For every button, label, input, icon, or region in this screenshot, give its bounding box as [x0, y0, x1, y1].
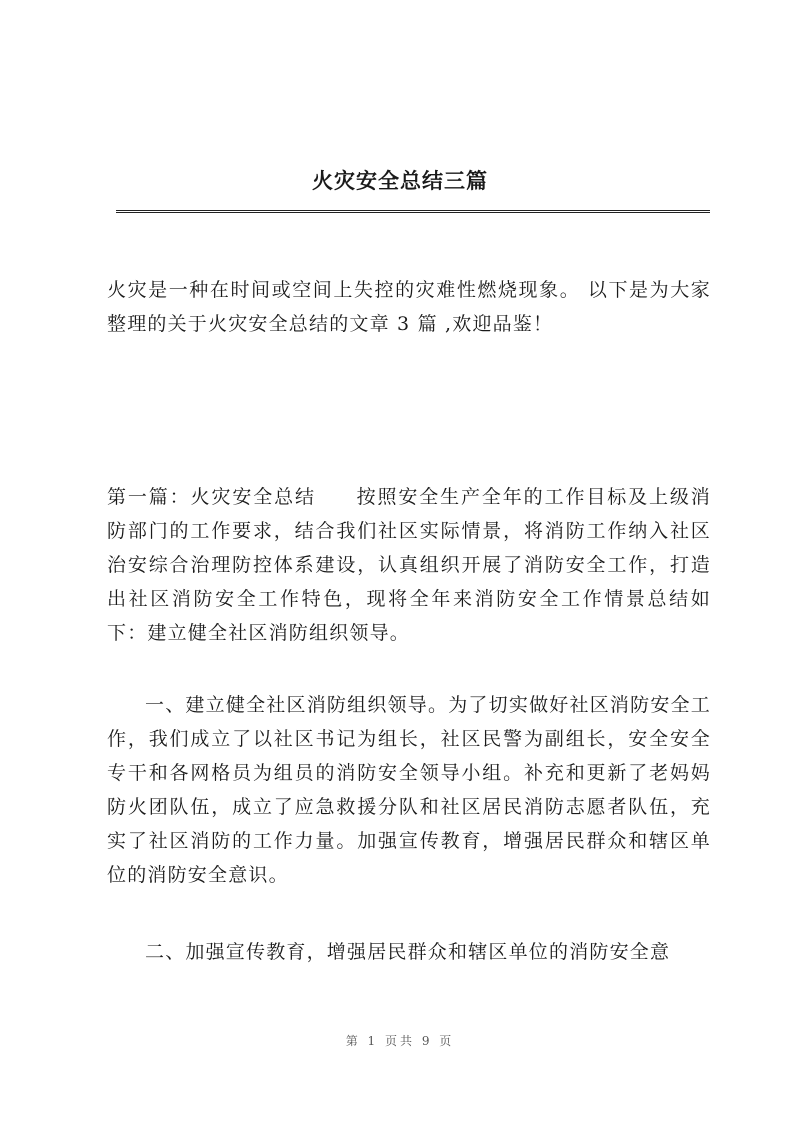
item-2-paragraph: 二、加强宣传教育，增强居民群众和辖区单位的消防安全意 [145, 941, 671, 963]
page-number-footer: 第 1 页共 9 页 [345, 1034, 455, 1048]
title-divider [116, 210, 710, 213]
section-1-body: 按照安全生产全年的工作目标及上级消防部门的工作要求，结合我们社区实际情景，将消防工作纳入社区治安综合治理防控体系建设，认真组织开展了消防安全工作，打造出社区消防安全工作特色，现将全年来消防安全工作情景总结如下：建立健全社区消防组织领导。 [107, 486, 711, 644]
section-1-paragraph [107, 480, 711, 650]
intro-paragraph: 火灾是一种在时间或空间上失控的灾难性燃烧现象。 以下是为大家整理的关于火灾安全总结的文章 3 篇 ,欢迎品鉴！ [107, 279, 711, 335]
document-title: 火灾安全总结三篇 [312, 169, 488, 193]
section-1-heading: 第一篇：火灾安全总结 [107, 486, 316, 508]
item-1-paragraph: 一、建立健全社区消防组织领导。为了切实做好社区消防安全工作，我们成立了以社区书记为组长，社区民警为副组长，安全安全专干和各网格员为组员的消防安全领导小组。补充和更新了老妈妈防火团队伍，成立了应急救援分队和社区居民消防志愿者队伍，充实了社区消防的工作力量。加强宣传教育，增强居民群众和辖区单位的消防安全意识。 [107, 694, 711, 886]
